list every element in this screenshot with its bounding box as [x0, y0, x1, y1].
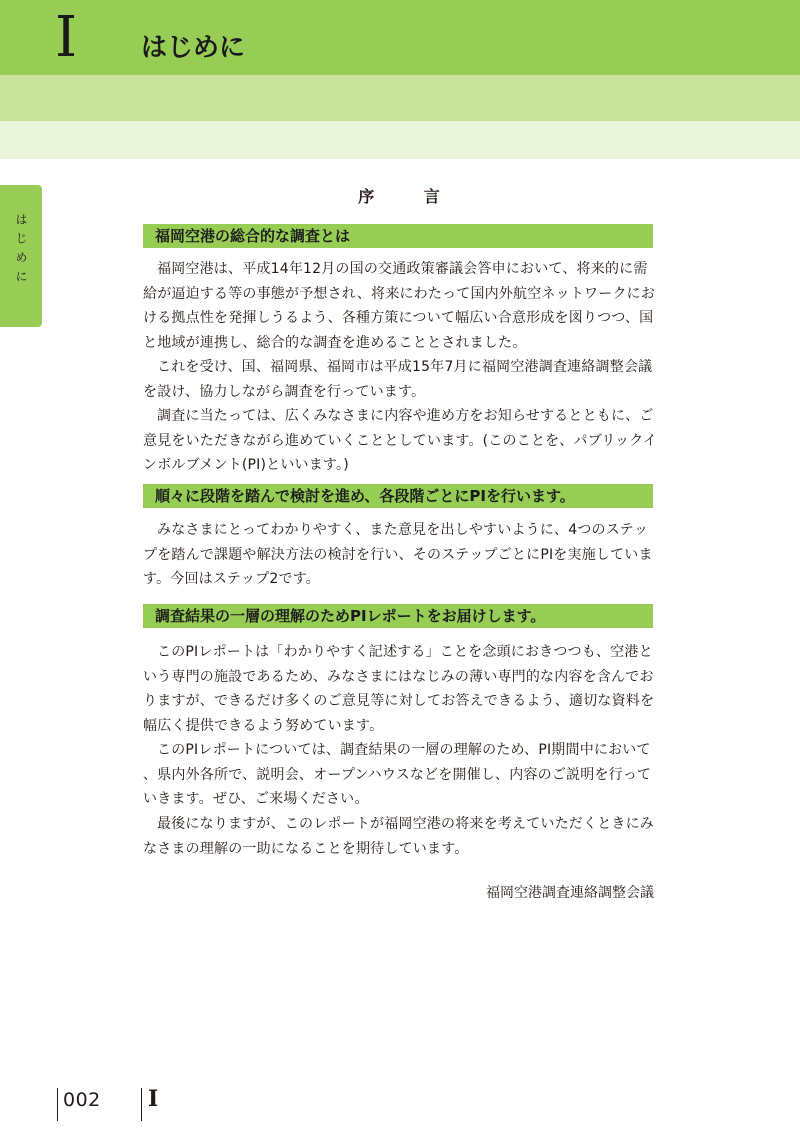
- body-paragraph: このPIレポートは「わかりやすく記述する」ことを念頭におきつつも、空港という専門の施設であるため、みなさまにはなじみの薄い専門的な内容を含んでおりますが、できるだけ多くのご意見等に対してお答えできるよう、適切な資料を幅広く提供できるよう努めています。: [143, 644, 655, 734]
- header-stripe-light: [0, 121, 800, 159]
- body-paragraph: みなさまにとってわかりやすく、また意見を出しやすいように、4つのステップを踏んで課題や解決方法の検討を行い、そのステップごとにPIを実施しています。今回はステップ2です。: [143, 522, 653, 587]
- page-number: 002: [63, 1089, 101, 1111]
- body-paragraph: 福岡空港は、平成14年12月の国の交通政策審議会答申において、将来的に需給が逼迫する等の事態が予想され、将来にわたって国内外航空ネットワークにおける拠点性を発揮しうるよう、各種方策について幅広い合意形成を図りつつ、国と地域が連携し、総合的な調査を進めることとされました。: [143, 261, 656, 351]
- footer-chapter-mark: I: [148, 1086, 159, 1112]
- section-heading: 調査結果の一層の理解のためPIレポートをお届けします。: [143, 604, 653, 628]
- preface-title: 序 言: [358, 187, 462, 206]
- section-heading: 福岡空港の総合的な調査とは: [143, 224, 653, 248]
- side-index-tab[interactable]: [0, 185, 42, 327]
- side-index-tab-label: はじめに: [14, 213, 28, 289]
- chapter-number: I: [55, 5, 78, 70]
- chapter-header-band: [0, 0, 800, 75]
- signature: 福岡空港調査連絡調整会議: [486, 885, 654, 901]
- header-stripe-mid: [0, 75, 800, 121]
- body-paragraph: これを受け、国、福岡県、福岡市は平成15年7月に福岡空港調査連絡調整会議を設け、協力しながら調査を行っています。: [143, 359, 653, 400]
- chapter-title: はじめに: [141, 33, 246, 63]
- footer-divider: [57, 1088, 58, 1121]
- footer-divider: [141, 1088, 142, 1121]
- body-paragraph: 調査に当たっては、広くみなさまに内容や進め方をお知らせするとともに、ご意見をいただきながら進めていくこととしています。(このことを、パブリックインボルブメント(PI)といいます。): [143, 408, 657, 473]
- section-heading: 順々に段階を踏んで検討を進め、各段階ごとにPIを行います。: [143, 484, 653, 508]
- body-paragraph: 最後になりますが、このレポートが福岡空港の将来を考えていただくときにみなさまの理解の一助になることを期待しています。: [143, 816, 654, 857]
- body-paragraph: このPIレポートについては、調査結果の一層の理解のため、PI期間中において、県内外各所で、説明会、オープンハウスなどを開催し、内容のご説明を行っていきます。ぜひ、ご来場ください。: [143, 742, 652, 807]
